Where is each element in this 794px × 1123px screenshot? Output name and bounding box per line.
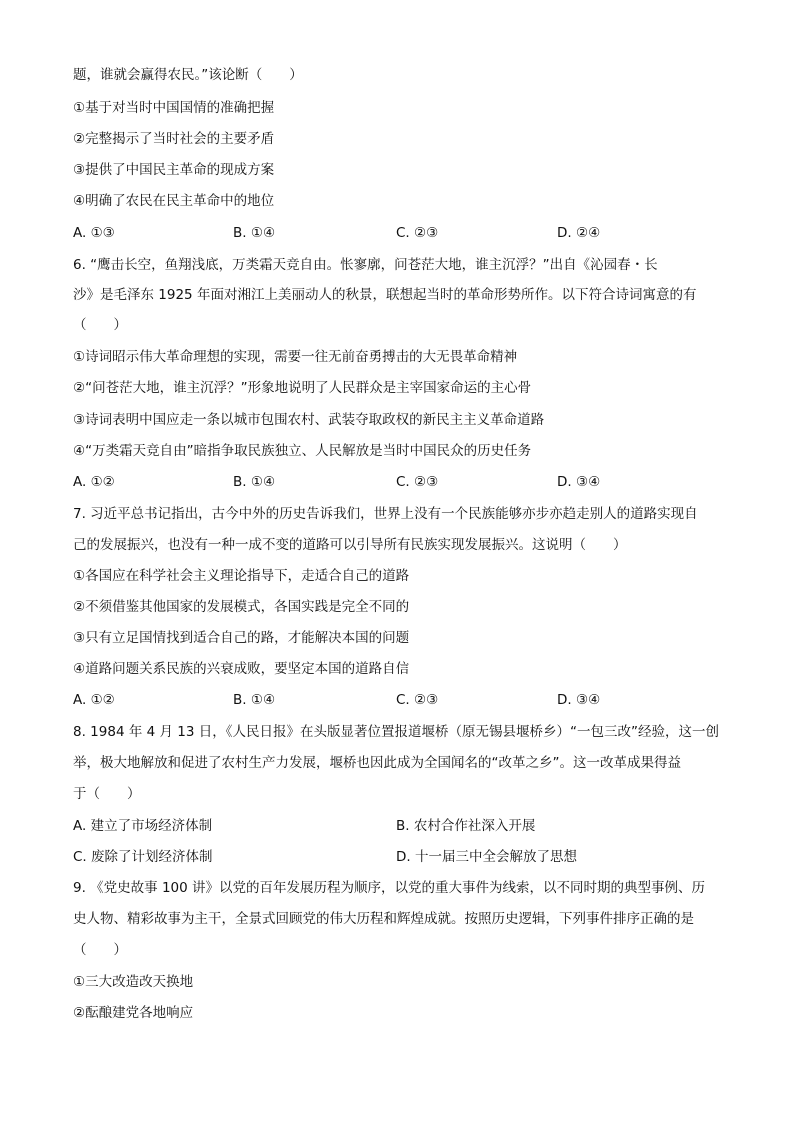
q7-statement-3: ③只有立足国情找到适合自己的路，才能解决本国的问题 [73, 630, 410, 646]
q6-option-d[interactable]: D. ③④ [557, 474, 601, 490]
q9-stem-line-1: 9. 《党史故事 100 讲》以党的百年发展历程为顺序，以党的重大事件为线索，以不同时期的典型事例、历 [73, 880, 706, 896]
q5-statement-2: ②完整揭示了当时社会的主要矛盾 [73, 131, 275, 147]
q6-answer-blank: （ ） [73, 317, 127, 333]
q5-option-c[interactable]: C. ②③ [396, 225, 439, 241]
q6-statement-2: ②“问苍茫大地，谁主沉浮？”形象地说明了人民群众是主宰国家命运的主心骨 [73, 380, 532, 396]
q7-stem-line-2: 己的发展振兴，也没有一种一成不变的道路可以引导所有民族实现发展振兴。这说明（ ） [73, 537, 627, 553]
q8-option-b[interactable]: B. 农村合作社深入开展 [396, 818, 536, 834]
q7-statement-2: ②不须借鉴其他国家的发展模式，各国实践是完全不同的 [73, 599, 410, 615]
q8-option-c[interactable]: C. 废除了计划经济体制 [73, 849, 213, 865]
q9-stem-line-2: 史人物、精彩故事为主干，全景式回顾党的伟大历程和辉煌成就。按照历史逻辑，下列事件排序正确的是 [73, 911, 694, 927]
q5-statement-3: ③提供了中国民主革命的现成方案 [73, 162, 275, 178]
q7-stem-line-1: 7. 习近平总书记指出，古今中外的历史告诉我们，世界上没有一个民族能够亦步亦趋走别人的道路实现自 [73, 506, 698, 522]
q7-statement-4: ④道路问题关系民族的兴衰成败，要坚定本国的道路自信 [73, 661, 410, 677]
q5-option-d[interactable]: D. ②④ [557, 225, 601, 241]
q6-statement-3: ③诗词表明中国应走一条以城市包围农村、武装夺取政权的新民主主义革命道路 [73, 412, 545, 428]
q7-option-a[interactable]: A. ①② [73, 692, 115, 708]
q5-statement-4: ④明确了农民在民主革命中的地位 [73, 193, 275, 209]
q5-option-b[interactable]: B. ①④ [233, 225, 276, 241]
q6-statement-1: ①诗词昭示伟大革命理想的实现，需要一往无前奋勇搏击的大无畏革命精神 [73, 349, 518, 365]
q9-statement-2: ②酝酿建党各地响应 [73, 1005, 194, 1021]
q6-option-a[interactable]: A. ①② [73, 474, 115, 490]
q8-stem-line-2: 举，极大地解放和促进了农村生产力发展，堰桥也因此成为全国闻名的“改革之乡”。这一改革成果得益 [73, 755, 681, 771]
q8-stem-line-3: 于（ ） [73, 786, 141, 802]
q5-statement-1: ①基于对当时中国国情的准确把握 [73, 100, 275, 116]
q7-statement-1: ①各国应在科学社会主义理论指导下，走适合自己的道路 [73, 568, 410, 584]
q6-option-b[interactable]: B. ①④ [233, 474, 276, 490]
q8-option-a[interactable]: A. 建立了市场经济体制 [73, 818, 213, 834]
q8-option-d[interactable]: D. 十一届三中全会解放了思想 [396, 849, 577, 865]
q6-statement-4: ④“万类霜天竞自由”暗指争取民族独立、人民解放是当时中国民众的历史任务 [73, 443, 532, 459]
q5-stem-line: 题，谁就会赢得农民。”该论断（ ） [73, 67, 303, 83]
q5-option-a[interactable]: A. ①③ [73, 225, 115, 241]
q6-option-c[interactable]: C. ②③ [396, 474, 439, 490]
q7-option-d[interactable]: D. ③④ [557, 692, 601, 708]
q9-answer-blank: （ ） [73, 942, 127, 958]
q8-stem-line-1: 8. 1984 年 4 月 13 日，《人民日报》在头版显著位置报道堰桥（原无锡县堰桥乡）“一包三改”经验，这一创 [73, 724, 719, 740]
q9-statement-1: ①三大改造改天换地 [73, 974, 194, 990]
q7-option-b[interactable]: B. ①④ [233, 692, 276, 708]
q7-option-c[interactable]: C. ②③ [396, 692, 439, 708]
q6-stem-line-2: 沙》是毛泽东 1925 年面对湘江上美丽动人的秋景，联想起当时的革命形势所作。以下符合诗词寓意的有 [73, 287, 697, 303]
q6-stem-line-1: 6. “鹰击长空，鱼翔浅底，万类霜天竞自由。怅寥廓，问苍茫大地，谁主沉浮？”出自《沁园春・长 [73, 257, 658, 273]
